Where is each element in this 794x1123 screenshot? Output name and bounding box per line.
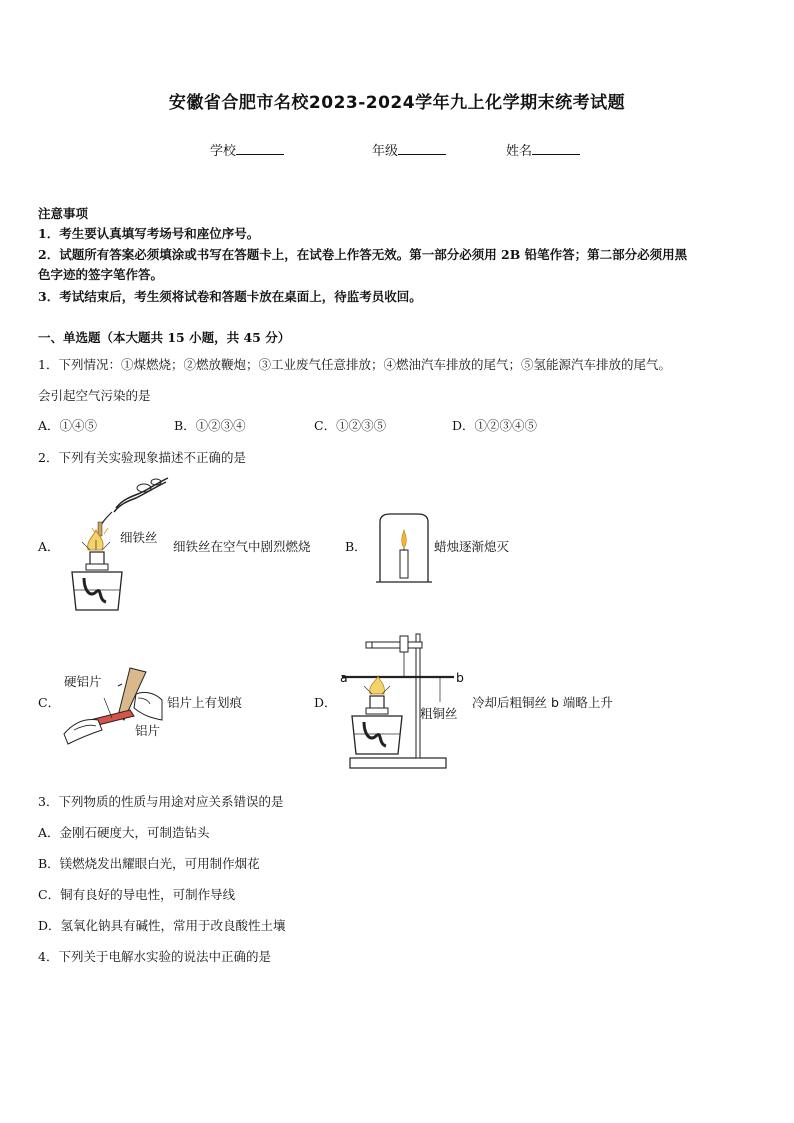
- notice-item-2-cont: 色字迹的签字笔作答。: [38, 267, 164, 282]
- school-label: 学校: [210, 144, 237, 159]
- name-label: 姓名: [506, 144, 533, 159]
- copper-wire-lever-figure: [336, 630, 466, 772]
- q2-c-description: 铝片上有划痕: [167, 695, 243, 710]
- notice-item-1: 1．考生要认真填写考场号和座位序号。: [38, 226, 260, 241]
- q1-option-c: C．①②③⑤: [314, 418, 387, 433]
- q2-d-wire-label: 粗铜丝: [420, 706, 458, 721]
- q2-d-end-a-label: a: [340, 670, 348, 685]
- grade-label: 年级: [372, 144, 399, 159]
- q2-a-description: 细铁丝在空气中剧烈燃烧: [173, 539, 311, 554]
- q2-a-wire-label: 细铁丝: [120, 530, 158, 545]
- q2-d-description: 冷却后粗铜丝 b 端略上升: [472, 695, 613, 710]
- q3-option-c: C．铜有良好的导电性，可制作导线: [38, 887, 236, 902]
- grade-blank: [398, 142, 446, 155]
- q2-b-description: 蜡烛逐渐熄灭: [434, 539, 510, 554]
- name-field: [506, 140, 580, 159]
- q4-stem: 4．下列关于电解水实验的说法中正确的是: [38, 949, 271, 964]
- q3-option-d: D．氢氧化钠具有碱性，常用于改良酸性土壤: [38, 918, 286, 933]
- q2-stem: 2．下列有关实验现象描述不正确的是: [38, 450, 246, 465]
- q2-c-plate-label: 铝片: [135, 723, 161, 738]
- q1-option-d: D．①②③④⑤: [452, 418, 538, 433]
- q3-stem: 3．下列物质的性质与用途对应关系错误的是: [38, 794, 284, 809]
- school-field: [210, 140, 284, 159]
- q2-c-letter: C．: [38, 695, 61, 710]
- q2-c-hard-plate-label: 硬铝片: [64, 674, 102, 689]
- page-title: 安徽省合肥市名校2023-2024学年九上化学期末统考试题: [168, 93, 626, 113]
- q2-d-end-b-label: b: [456, 670, 464, 685]
- name-blank: [532, 142, 580, 155]
- q1-option-a: A．①④⑤: [38, 418, 98, 433]
- q2-d-letter: D．: [314, 695, 337, 710]
- q1-stem-line2: 会引起空气污染的是: [38, 388, 151, 403]
- q3-option-b: B．镁燃烧发出耀眼白光，可用制作烟花: [38, 856, 260, 871]
- section-heading: 一、单选题（本大题共 15 小题，共 45 分）: [38, 330, 291, 345]
- q2-b-letter: B．: [345, 539, 367, 554]
- q3-option-a: A．金刚石硬度大，可制造钻头: [38, 825, 210, 840]
- notice-item-2: 2．试题所有答案必须填涂或书写在答题卡上，在试卷上作答无效。第一部分必须用 2B 铅笔作答；第二部分必须用黑: [38, 247, 688, 262]
- school-blank: [236, 142, 284, 155]
- q1-stem-line1: 1．下列情况：①煤燃烧；②燃放鞭炮；③工业废气任意排放；④燃油汽车排放的尾气；⑤氢能源汽车排放的尾气。: [38, 357, 671, 372]
- q2-a-letter: A．: [38, 539, 60, 554]
- notice-heading: 注意事项: [38, 206, 89, 221]
- grade-field: [372, 140, 446, 159]
- candle-jar-figure: [376, 512, 432, 584]
- notice-item-3: 3．考试结束后，考生须将试卷和答题卡放在桌面上，待监考员收回。: [38, 289, 422, 304]
- q1-option-b: B．①②③④: [174, 418, 246, 433]
